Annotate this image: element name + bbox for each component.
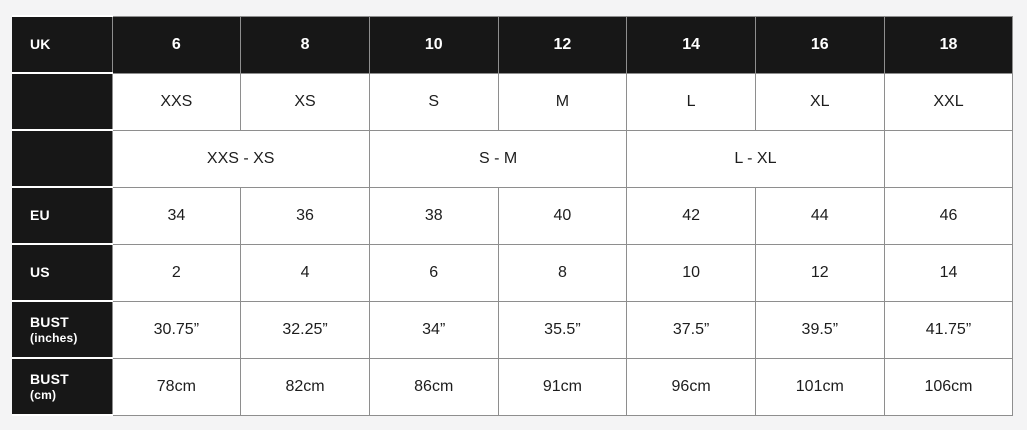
row-header-uk — [12, 16, 112, 73]
size-value-cell: 41.75” — [884, 301, 1013, 358]
row-header-label: BUST — [30, 313, 69, 330]
size-value-cell: 34” — [369, 301, 498, 358]
table-row-alpha-size — [12, 73, 1013, 130]
size-value-cell: L — [627, 73, 756, 130]
size-chart-container — [12, 15, 1013, 416]
column-header-cell: 16 — [755, 16, 884, 73]
size-value-cell: 30.75” — [112, 301, 241, 358]
size-value-cell: 8 — [498, 244, 627, 301]
size-value-cell: 6 — [369, 244, 498, 301]
size-value-cell: 86cm — [369, 358, 498, 415]
row-header-bust-cm — [12, 358, 112, 415]
row-header-eu — [12, 187, 112, 244]
size-value-cell: 34 — [112, 187, 241, 244]
size-value-cell — [884, 130, 1013, 187]
size-value-cell: XXS — [112, 73, 241, 130]
size-value-cell: 40 — [498, 187, 627, 244]
column-header-cell: 8 — [241, 16, 370, 73]
size-value-cell: L - XL — [627, 130, 884, 187]
size-value-cell: 2 — [112, 244, 241, 301]
size-value-cell: 32.25” — [241, 301, 370, 358]
size-value-cell: 96cm — [627, 358, 756, 415]
size-value-cell: XL — [755, 73, 884, 130]
column-header-cell: 6 — [112, 16, 241, 73]
size-value-cell: XXS - XS — [112, 130, 369, 187]
size-value-cell: 37.5” — [627, 301, 756, 358]
table-row-eu — [12, 187, 1013, 244]
size-value-cell: S - M — [369, 130, 626, 187]
size-value-cell: 44 — [755, 187, 884, 244]
size-value-cell: XXL — [884, 73, 1013, 130]
column-header-cell: 12 — [498, 16, 627, 73]
size-value-cell: 78cm — [112, 358, 241, 415]
row-header-label: US — [30, 264, 50, 281]
size-value-cell: 38 — [369, 187, 498, 244]
size-value-cell: 106cm — [884, 358, 1013, 415]
size-value-cell: S — [369, 73, 498, 130]
row-header-sub-label: (inches) — [30, 330, 78, 345]
row-header-us — [12, 244, 112, 301]
size-value-cell: 36 — [241, 187, 370, 244]
row-header-label: BUST — [30, 370, 69, 387]
row-header-bust-inches — [12, 301, 112, 358]
table-row-uk — [12, 16, 1013, 73]
size-value-cell: M — [498, 73, 627, 130]
table-row-us — [12, 244, 1013, 301]
size-value-cell: XS — [241, 73, 370, 130]
row-header-size-range — [12, 130, 112, 187]
size-chart-body — [12, 16, 1013, 415]
size-value-cell: 4 — [241, 244, 370, 301]
size-value-cell: 82cm — [241, 358, 370, 415]
table-row-bust-inches — [12, 301, 1013, 358]
size-value-cell: 46 — [884, 187, 1013, 244]
size-value-cell: 10 — [627, 244, 756, 301]
row-header-alpha-size — [12, 73, 112, 130]
size-chart-table — [12, 15, 1013, 416]
table-row-size-range — [12, 130, 1013, 187]
column-header-cell: 18 — [884, 16, 1013, 73]
size-value-cell: 91cm — [498, 358, 627, 415]
table-row-bust-cm — [12, 358, 1013, 415]
size-value-cell: 35.5” — [498, 301, 627, 358]
size-value-cell: 42 — [627, 187, 756, 244]
row-header-sub-label: (cm) — [30, 387, 57, 402]
size-value-cell: 101cm — [755, 358, 884, 415]
column-header-cell: 10 — [369, 16, 498, 73]
row-header-label: UK — [30, 36, 51, 53]
size-value-cell: 12 — [755, 244, 884, 301]
column-header-cell: 14 — [627, 16, 756, 73]
size-value-cell: 14 — [884, 244, 1013, 301]
row-header-label: EU — [30, 207, 50, 224]
size-value-cell: 39.5” — [755, 301, 884, 358]
